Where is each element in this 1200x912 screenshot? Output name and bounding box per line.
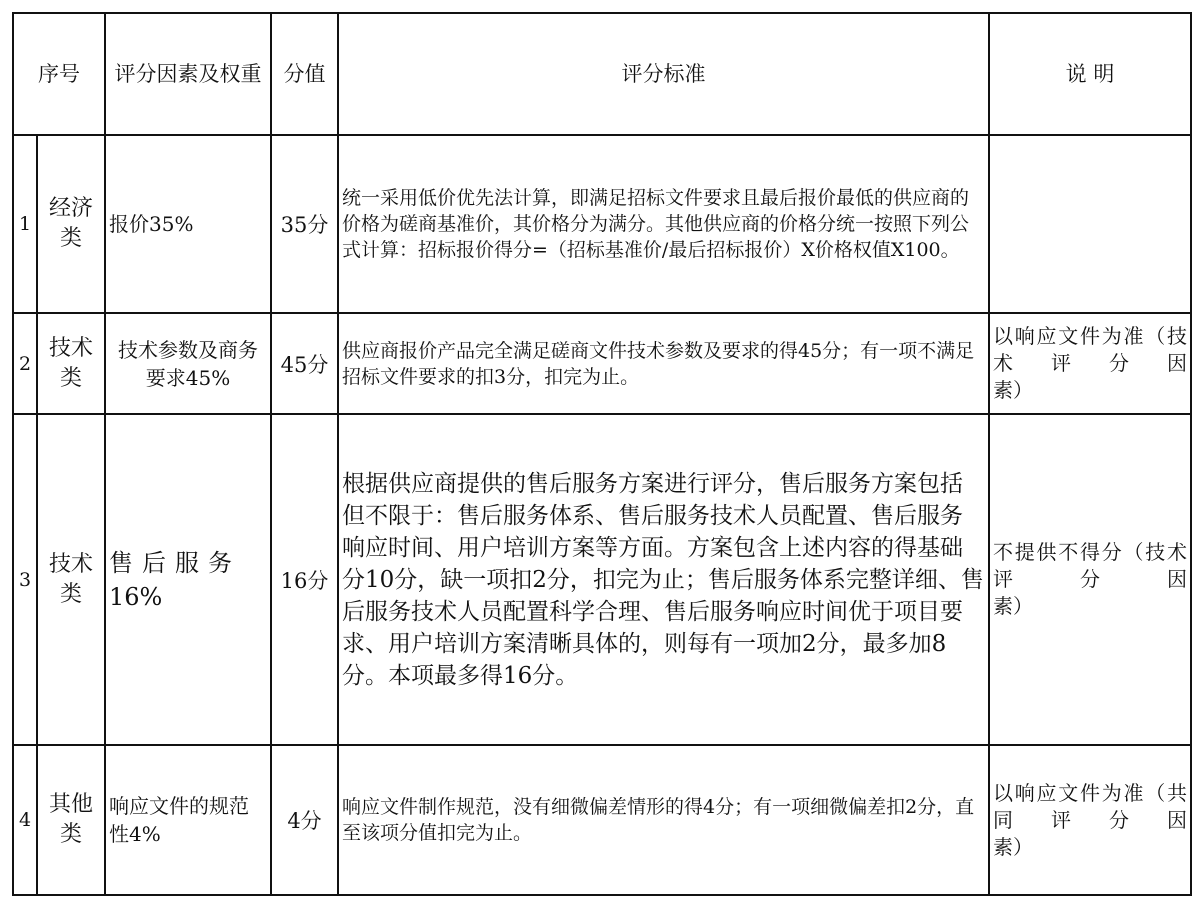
row-note [989, 135, 1191, 313]
header-score: 分值 [271, 13, 338, 135]
note-line: 素） [993, 378, 1033, 402]
note-line: 以响应文件为准（技术评分因 [993, 324, 1187, 375]
table-row [13, 313, 1191, 414]
header-factor: 评分因素及权重 [105, 13, 271, 135]
row-score: 45分 [271, 313, 338, 414]
row-number: 4 [13, 745, 37, 895]
row-category: 其他类 [37, 745, 105, 895]
row-criteria: 根据供应商提供的售后服务方案进行评分，售后服务方案包括但不限于：售后服务体系、售后服务技术人员配置、售后服务响应时间、用户培训方案等方面。方案包含上述内容的得基础分10分，缺一项扣2分，扣完为止；售后服务体系完整详细、售后服务技术人员配置科学合理、售后服务响应时间优于项目要求、用户培训方案清晰具体的，则每有一项加2分，最多加8分。本项最多得16分。 [338, 414, 989, 745]
row-number: 3 [13, 414, 37, 745]
header-row [13, 13, 1191, 135]
row-factor [105, 414, 271, 745]
note-line: 素） [993, 594, 1033, 618]
table-row [13, 135, 1191, 313]
header-note: 说 明 [989, 13, 1191, 135]
row-note [989, 313, 1191, 414]
row-score: 35分 [271, 135, 338, 313]
table-row [13, 414, 1191, 745]
row-category: 经济类 [37, 135, 105, 313]
row-score: 16分 [271, 414, 338, 745]
row-criteria: 供应商报价产品完全满足磋商文件技术参数及要求的得45分；有一项不满足招标文件要求的扣3分，扣完为止。 [338, 313, 989, 414]
row-factor: 报价35% [105, 135, 271, 313]
row-criteria: 响应文件制作规范，没有细微偏差情形的得4分；有一项细微偏差扣2分，直至该项分值扣完为止。 [338, 745, 989, 895]
table-row [13, 745, 1191, 895]
header-criteria: 评分标准 [338, 13, 989, 135]
row-category: 技术类 [37, 414, 105, 745]
row-note [989, 414, 1191, 745]
scoring-table [12, 12, 1192, 896]
row-category: 技术类 [37, 313, 105, 414]
factor-text: 售后服务 [109, 548, 241, 577]
row-factor: 响应文件的规范性4% [105, 745, 271, 895]
note-line: 不提供不得分（技术评分因 [993, 540, 1187, 591]
row-factor: 技术参数及商务要求45% [105, 313, 271, 414]
factor-weight: 16% [109, 582, 163, 611]
row-note [989, 745, 1191, 895]
header-no: 序号 [13, 13, 105, 135]
row-number: 1 [13, 135, 37, 313]
row-score: 4分 [271, 745, 338, 895]
note-line: 素） [993, 834, 1033, 859]
row-number: 2 [13, 313, 37, 414]
note-line: 以响应文件为准（共同评分因 [993, 780, 1187, 832]
row-criteria: 统一采用低价优先法计算，即满足招标文件要求且最后报价最低的供应商的价格为磋商基准价，其价格分为满分。其他供应商的价格分统一按照下列公式计算：招标报价得分=（招标基准价/最后招标报价）X价格权值X100。 [338, 135, 989, 313]
